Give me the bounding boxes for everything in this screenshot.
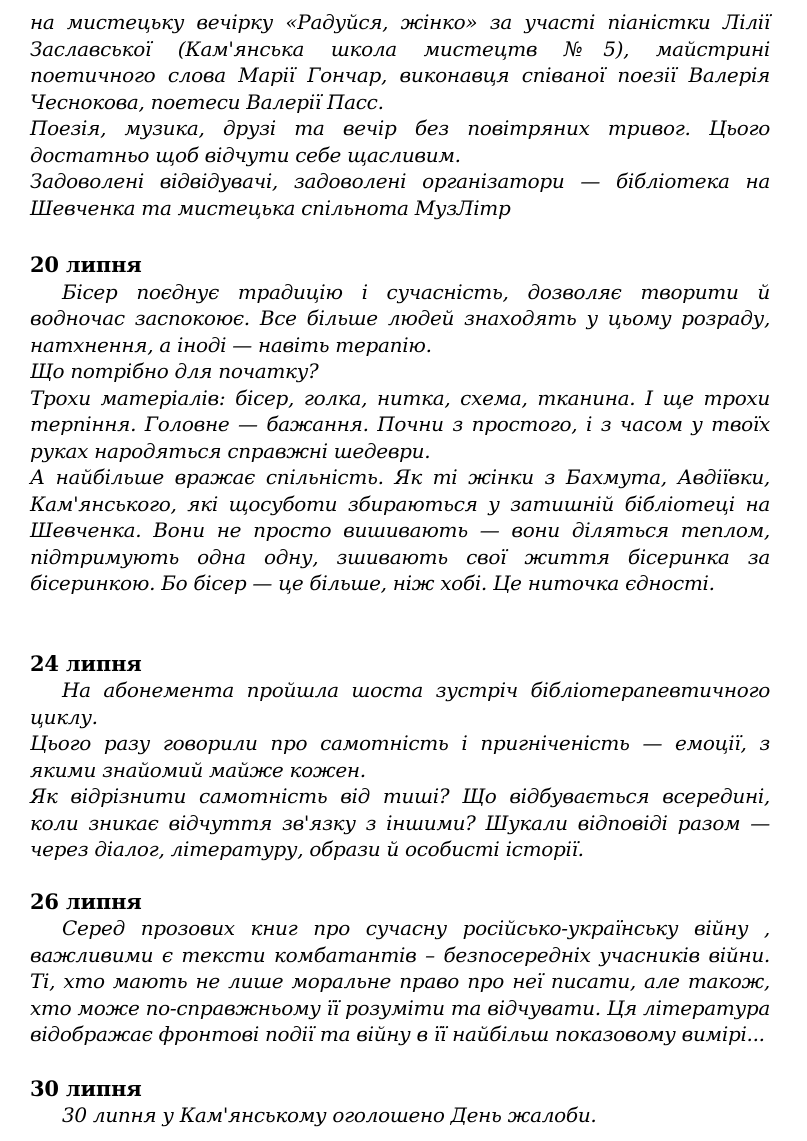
date-heading-26-july: 26 липня (30, 888, 142, 914)
paragraph: Цього разу говорили про самотність і пригніченість — емоції, з якими знайомий майже кожен. (30, 731, 770, 782)
paragraph: Бісер поєднує традицію і сучасність, дозволяє творити й водночас заспокоює. Все більше людей знаходять у цьому розраду, натхнення, а іноді — навіть терапію. (30, 279, 770, 357)
date-heading-24-july: 24 липня (30, 650, 142, 676)
paragraph: Як відрізнити самотність від тиші? Що відбувається всередині, коли зникає відчуття зв'язку з іншими? Шукали відповіді разом — через діалог, літературу, образи й особисті історії. (30, 784, 770, 861)
paragraph: на мистецьку вечірку «Радуйся, жінко» за участі піаністки Лілії Заславської (Кам'янська школа мистецтв №5), майстрині поетичного слова Марії Гончар, виконавця співаної поезії Валерія Чеснокова, поетеси Валерії Пасс. (30, 10, 770, 114)
paragraph: Серед прозових книг про сучасну російсько-українську війну , важливими є тексти комбатантів – безпосередніх учасників війни. Ті, хто мають не лише моральне право про неї писати, але також, хто може по-справжньому її розуміти та відчувати. Ця література відображає фронтові події та війну в її найбільш показовому вимірі... (30, 916, 770, 1046)
section-intro (30, 9, 770, 221)
section-july-20 (30, 252, 770, 597)
paragraph: На абонемента пройшла шоста зустріч бібліотерапевтичного циклу. (30, 678, 770, 729)
paragraph: Задоволені відвідувачі, задоволені організатори — бібліотека на Шевченка та мистецька спільнота МузЛітр (30, 169, 770, 220)
paragraph: А найбільше вражає спільність. Як ті жінки з Бахмута, Авдіївки, Кам'янського, які щосуботи збираються у затишній бібліотеці на Шевченка. Вони не просто вишивають — вони діляться теплом, підтримують одна одну, зшивають свої життя бісеринка за бісеринкою. Бо бісер — це більше, ніж хобі. Це ниточка єдності. (30, 465, 770, 595)
paragraph: 30 липня у Кам'янському оголошено День жалоби. (62, 1103, 597, 1127)
paragraph: Трохи матеріалів: бісер, голка, нитка, схема, тканина. І ще трохи терпіння. Головне — бажання. Почни з простого, і з часом у твоїх руках народяться справжні шедеври. (30, 385, 770, 463)
section-july-24 (30, 651, 770, 863)
paragraph: Поезія, музика, друзі та вечір без повітряних тривог. Цього достатньо щоб відчути себе щасливим. (30, 116, 770, 167)
date-heading-30-july: 30 липня (30, 1075, 142, 1101)
date-heading-20-july: 20 липня (30, 252, 142, 277)
paragraph: Що потрібно для початку? (30, 359, 319, 383)
section-july-30 (30, 1076, 770, 1129)
section-july-26 (30, 889, 770, 1048)
